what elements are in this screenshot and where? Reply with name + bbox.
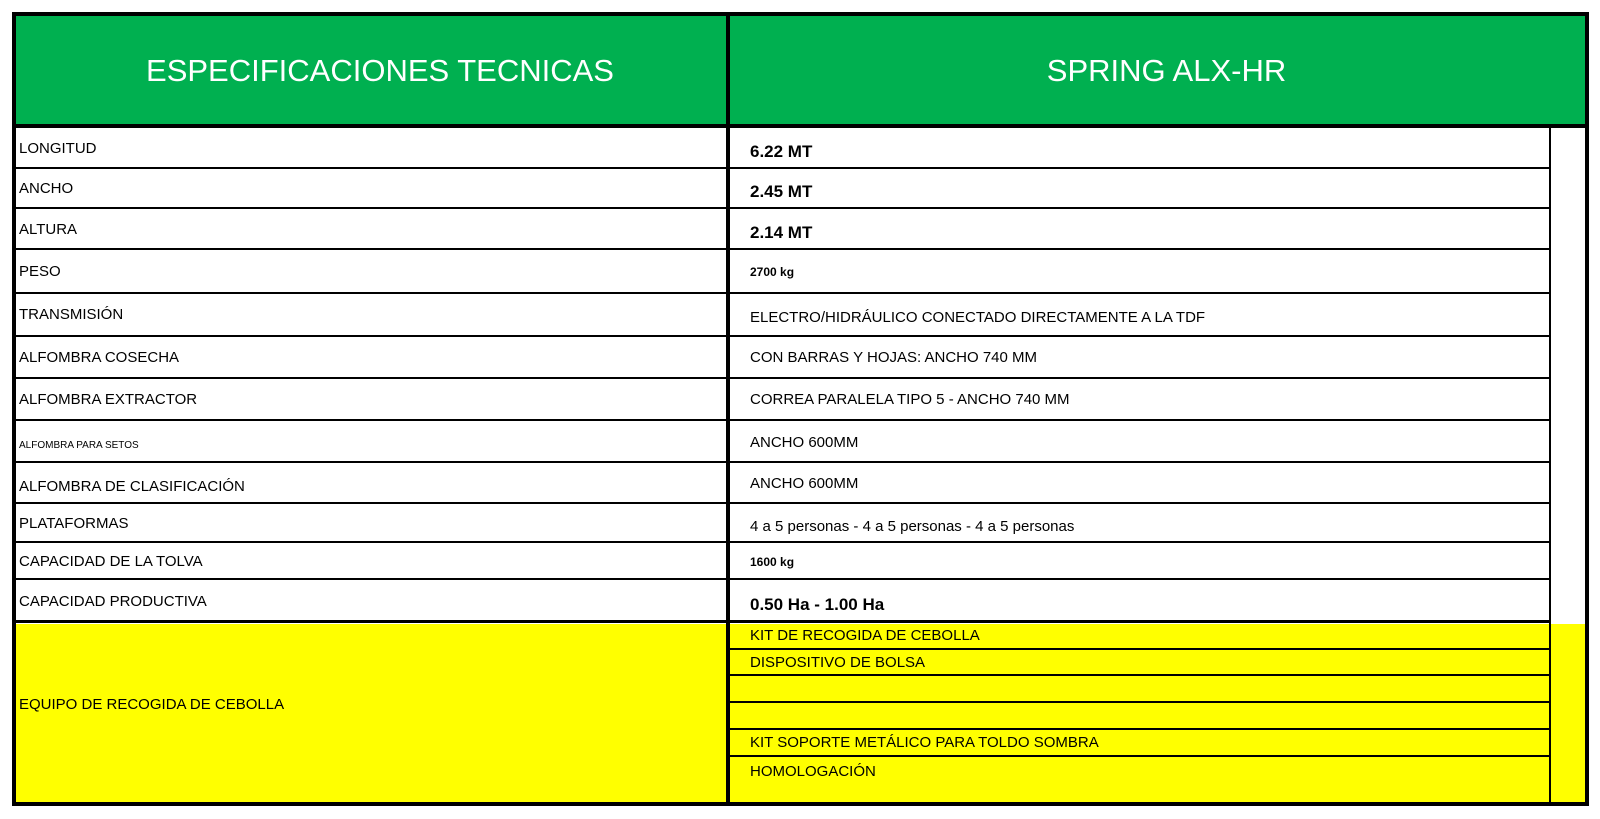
row-divider (16, 502, 1551, 504)
header-specs-title: ESPECIFICACIONES TECNICAS (146, 53, 614, 88)
row-value-capacidad-tolva: 1600 kg (750, 555, 795, 569)
row-value-longitud: 6.22 MT (750, 142, 813, 161)
equipment-label: EQUIPO DE RECOGIDA DE CEBOLLA (19, 696, 285, 713)
row-label-alfombra-extractor: ALFOMBRA EXTRACTOR (19, 391, 198, 408)
column-divider (726, 16, 730, 802)
row-divider (16, 461, 1551, 463)
equipment-divider (728, 701, 1551, 703)
row-value-alfombra-extractor: CORREA PARALELA TIPO 5 - ANCHO 740 MM (750, 391, 1070, 408)
row-label-capacidad-tolva: CAPACIDAD DE LA TOLVA (19, 553, 203, 570)
row-divider (16, 292, 1551, 294)
row-value-alfombra-clasificacion: ANCHO 600MM (750, 475, 859, 492)
header-model-title: SPRING ALX-HR (1046, 53, 1287, 88)
row-divider (16, 167, 1551, 169)
row-label-alfombra-setos: ALFOMBRA PARA SETOS (19, 440, 139, 451)
row-label-peso: PESO (19, 263, 61, 280)
row-label-longitud: LONGITUD (19, 140, 97, 157)
row-label-ancho: ANCHO (19, 180, 74, 197)
row-divider (16, 578, 1551, 580)
row-label-transmision: TRANSMISIÓN (19, 306, 124, 323)
header-divider (16, 124, 1585, 128)
row-value-alfombra-cosecha: CON BARRAS Y HOJAS: ANCHO 740 MM (750, 349, 1038, 366)
row-label-alfombra-clasificacion: ALFOMBRA DE CLASIFICACIÓN (19, 478, 245, 495)
equipment-item: HOMOLOGACIÓN (750, 763, 876, 780)
row-value-plataformas: 4 a 5 personas - 4 a 5 personas - 4 a 5 personas (750, 518, 1075, 535)
equipment-divider (728, 674, 1551, 676)
equipment-divider (728, 648, 1551, 650)
row-divider (16, 377, 1551, 379)
row-label-plataformas: PLATAFORMAS (19, 515, 129, 532)
table-header (16, 16, 1585, 126)
equipment-item: KIT SOPORTE METÁLICO PARA TOLDO SOMBRA (750, 734, 1099, 751)
row-divider (16, 620, 1551, 623)
equipment-divider (728, 755, 1551, 757)
row-value-ancho: 2.45 MT (750, 182, 813, 201)
row-label-alfombra-cosecha: ALFOMBRA COSECHA (19, 349, 180, 366)
row-label-capacidad-productiva: CAPACIDAD PRODUCTIVA (19, 593, 207, 610)
equipment-item: DISPOSITIVO DE BOLSA (750, 654, 926, 671)
row-divider (16, 335, 1551, 337)
row-value-altura: 2.14 MT (750, 223, 813, 242)
equipment-divider (728, 728, 1551, 730)
equipment-item: KIT DE RECOGIDA DE CEBOLLA (750, 627, 980, 644)
row-divider (16, 207, 1551, 209)
row-divider (16, 541, 1551, 543)
row-divider (16, 419, 1551, 421)
row-label-altura: ALTURA (19, 221, 78, 238)
row-divider (16, 248, 1551, 250)
row-value-capacidad-productiva: 0.50 Ha - 1.00 Ha (750, 595, 885, 614)
row-value-transmision: ELECTRO/HIDRÁULICO CONECTADO DIRECTAMENTE A LA TDF (750, 309, 1206, 326)
row-value-peso: 2700 kg (750, 265, 795, 279)
row-value-alfombra-setos: ANCHO 600MM (750, 434, 859, 451)
